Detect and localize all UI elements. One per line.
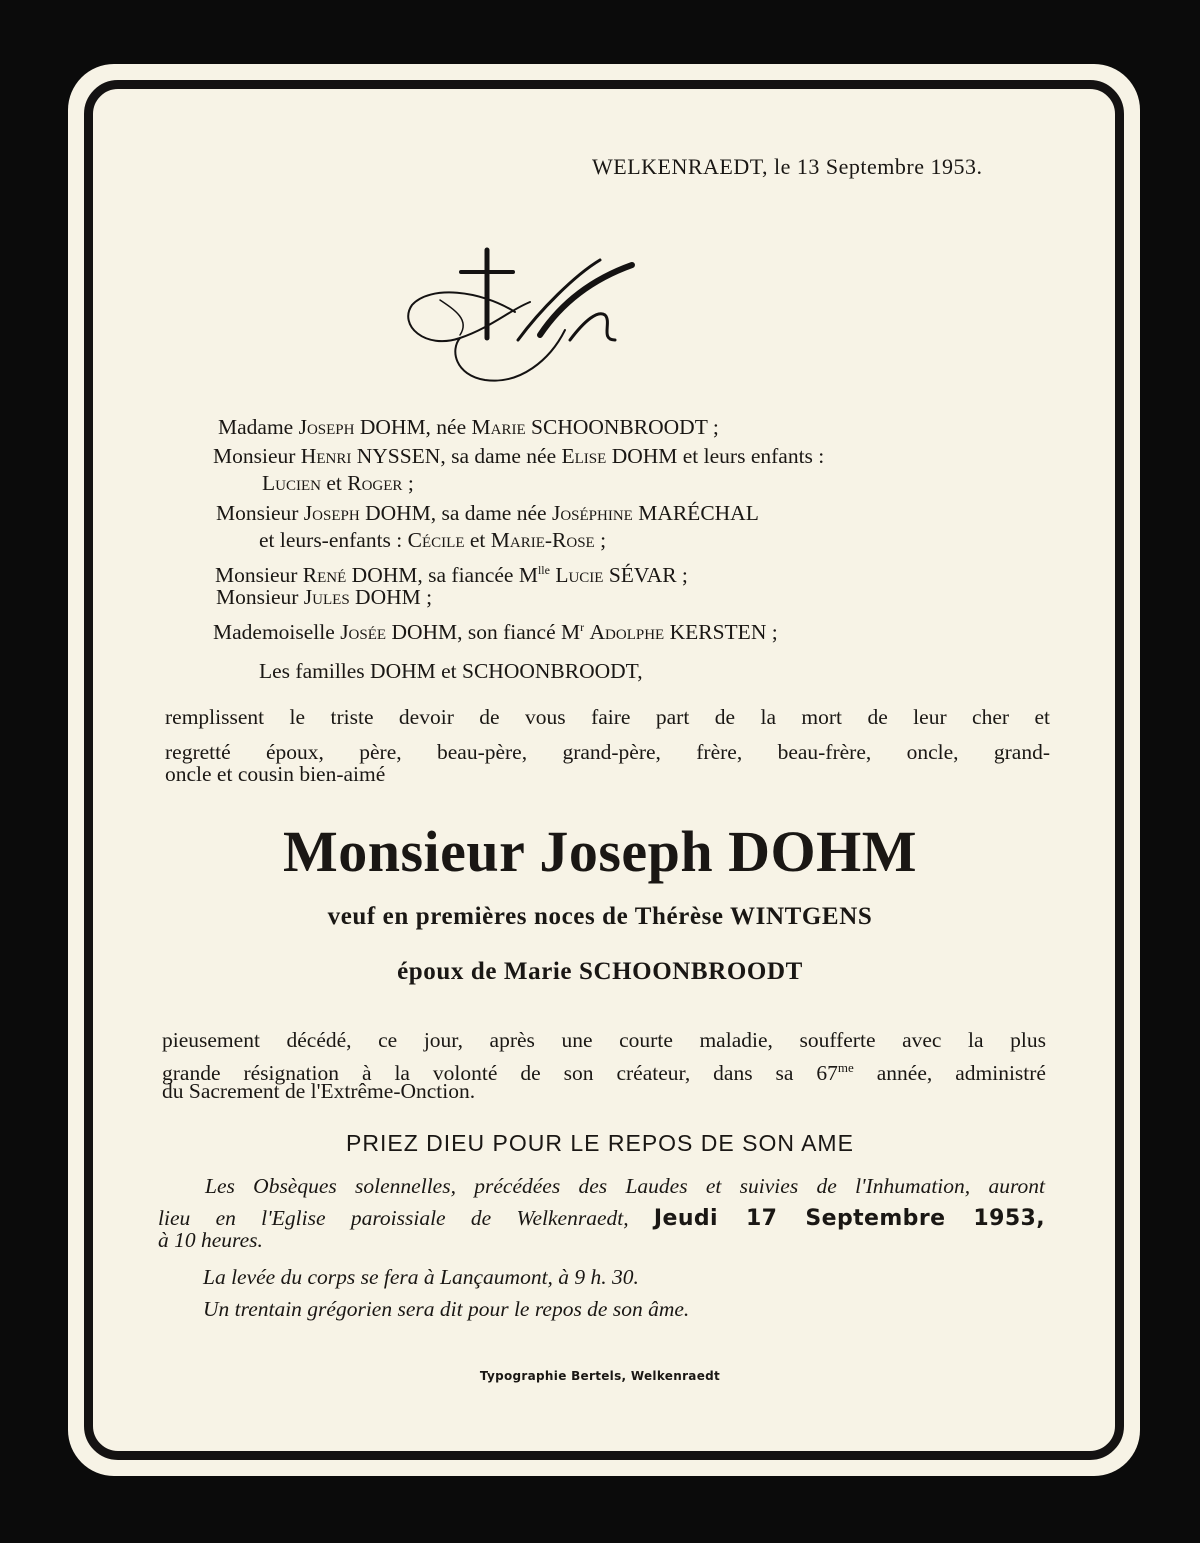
- funeral-line-1: Les Obsèques solennelles, précédées des Laudes et suivies de l'Inhumation, auront: [205, 1174, 1045, 1198]
- family-segment: SCHOONBROODT ;: [525, 415, 719, 439]
- funeral-line-2-text: lieu en l'Eglise paroissiale de Welkenraedt,: [158, 1206, 654, 1230]
- family-segment: DOHM et leurs enfants :: [606, 444, 825, 468]
- family-line-4: [216, 500, 759, 526]
- family-segment: Mademoiselle: [213, 620, 341, 645]
- family-segment: et: [464, 528, 491, 552]
- dateline: WELKENRAEDT, le 13 Septembre 1953.: [592, 154, 983, 179]
- family-segment: DOHM, sa dame née: [359, 501, 552, 525]
- family-segment: DOHM, née: [354, 415, 472, 439]
- family-segment: r: [580, 620, 585, 634]
- family-segment: DOHM ;: [349, 585, 433, 609]
- deceased-name: Monsieur Joseph DOHM: [282, 819, 918, 884]
- announcement-line-2: regretté époux, père, beau-père, grand-père, frère, beau-frère, oncle, grand-: [165, 740, 1050, 764]
- family-segment: Adolphe: [589, 620, 665, 645]
- family-segment: Joseph: [303, 501, 360, 525]
- family-segment: et: [320, 471, 348, 495]
- family-segment: Lucie: [555, 563, 604, 588]
- trentain-line: Un trentain grégorien sera dit pour le repos de son âme.: [203, 1297, 690, 1321]
- family-line-5: [259, 527, 606, 553]
- family-segment: Joseph: [298, 415, 355, 439]
- family-segment: René: [302, 563, 347, 588]
- family-segment: Lucien: [262, 471, 321, 495]
- families-line: Les familles DOHM et SCHOONBROODT,: [259, 659, 643, 683]
- family-segment: Roger: [347, 471, 403, 495]
- family-segment: lle: [537, 563, 550, 577]
- family-segment: Monsieur: [215, 563, 303, 588]
- family-segment: KERSTEN ;: [664, 620, 778, 645]
- cross-m-monogram-icon: [400, 240, 650, 390]
- family-segment: MARÉCHAL: [632, 501, 759, 525]
- funeral-date: Jeudi 17 Septembre 1953,: [653, 1206, 1045, 1231]
- spouse-line: époux de Marie SCHOONBROODT: [397, 958, 803, 985]
- death-line-2b: année, administré: [853, 1061, 1046, 1086]
- announcement-line-3: oncle et cousin bien-aimé: [165, 762, 386, 786]
- family-segment: Josée: [340, 620, 387, 645]
- family-line-7: [216, 584, 432, 610]
- funeral-line-2: [158, 1206, 1045, 1231]
- family-segment: Jules: [303, 585, 350, 609]
- family-segment: DOHM, son fiancé M: [386, 620, 581, 645]
- family-line-2: [213, 443, 824, 469]
- announcement-line-1: remplissent le triste devoir de vous faire part de la mort de leur cher et: [165, 705, 1050, 729]
- death-line-2a: grande résignation à la volonté de son créateur, dans sa 67: [162, 1061, 838, 1086]
- widower-line: veuf en premières noces de Thérèse WINTGENS: [327, 903, 873, 930]
- death-line-1: pieusement décédé, ce jour, après une courte maladie, soufferte avec la plus: [162, 1028, 1046, 1052]
- family-segment: Monsieur: [213, 444, 301, 468]
- family-line-1: [218, 414, 719, 440]
- family-segment: Henri: [300, 444, 352, 468]
- family-segment: ;: [402, 471, 414, 495]
- family-segment: DOHM, sa fiancée M: [346, 563, 538, 588]
- prayer-heading: PRIEZ DIEU POUR LE REPOS DE SON AME: [346, 1130, 854, 1156]
- family-segment: Monsieur: [216, 585, 304, 609]
- family-segment: et leurs-enfants :: [259, 528, 408, 552]
- death-line-3: du Sacrement de l'Extrême-Onction.: [162, 1079, 476, 1103]
- year-ordinal: me: [837, 1060, 854, 1075]
- funeral-line-3: à 10 heures.: [158, 1228, 263, 1252]
- family-segment: Elise: [561, 444, 607, 468]
- family-segment: Cécile: [407, 528, 465, 552]
- family-segment: SÉVAR ;: [603, 563, 688, 588]
- family-segment: Marie-Rose: [490, 528, 595, 552]
- family-segment: ;: [594, 528, 607, 552]
- levee-line: La levée du corps se fera à Lançaumont, à 9 h. 30.: [203, 1265, 639, 1289]
- family-line-8: [213, 614, 778, 645]
- family-segment: Madame: [218, 415, 299, 439]
- family-segment: Marie: [471, 415, 526, 439]
- printer-credit: Typographie Bertels, Welkenraedt: [479, 1369, 721, 1383]
- family-line-3: [262, 470, 414, 496]
- family-segment: NYSSEN, sa dame née: [351, 444, 562, 468]
- family-segment: Monsieur: [216, 501, 304, 525]
- family-segment: Joséphine: [551, 501, 633, 525]
